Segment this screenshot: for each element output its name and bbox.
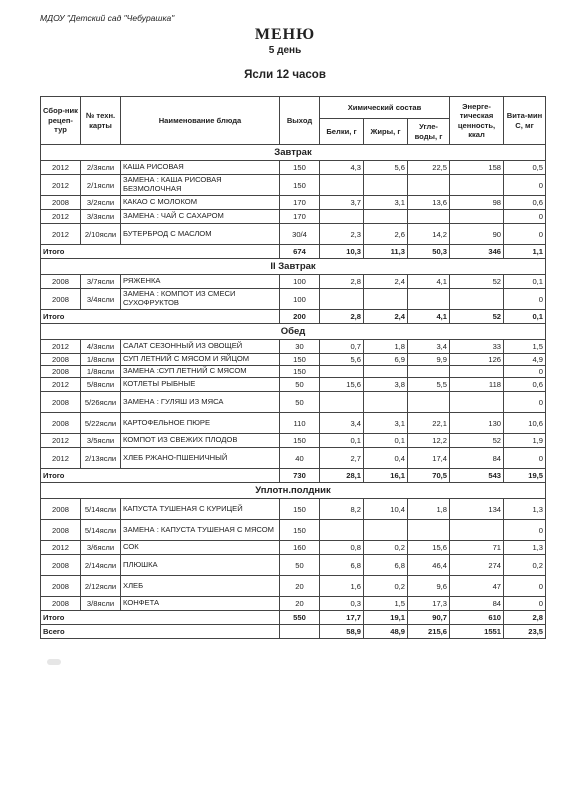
dish-name-cell: КАПУСТА ТУШЕНАЯ С КУРИЦЕЙ	[121, 499, 280, 520]
fats-cell: 6,9	[364, 354, 408, 366]
tech-card-cell: 3/6ясли	[81, 541, 121, 555]
proteins-cell: 3,7	[320, 196, 364, 210]
tech-card-cell: 5/22ясли	[81, 413, 121, 434]
fats-cell: 0,2	[364, 541, 408, 555]
carbs-cell	[408, 210, 450, 224]
proteins-cell	[320, 289, 364, 310]
energy-cell: 130	[450, 413, 504, 434]
total-row	[41, 245, 546, 259]
col-output-header: Выход	[280, 97, 320, 145]
tech-card-cell: 5/8ясли	[81, 378, 121, 392]
fats-cell	[364, 520, 408, 541]
total-proteins-cell: 28,1	[320, 469, 364, 483]
energy-cell: 52	[450, 275, 504, 289]
total-row	[41, 611, 546, 625]
total-fats-cell: 19,1	[364, 611, 408, 625]
tech-card-cell: 5/14ясли	[81, 499, 121, 520]
carbs-cell: 13,6	[408, 196, 450, 210]
table-row	[41, 196, 546, 210]
total-label: Всего	[41, 625, 280, 639]
carbs-cell: 15,6	[408, 541, 450, 555]
energy-cell: 84	[450, 448, 504, 469]
section-header-row	[41, 145, 546, 161]
total-carbs-cell: 90,7	[408, 611, 450, 625]
year-cell: 2008	[41, 597, 81, 611]
proteins-cell	[320, 392, 364, 413]
vitamin-cell: 0	[504, 210, 546, 224]
tech-card-cell: 2/13ясли	[81, 448, 121, 469]
proteins-cell	[320, 175, 364, 196]
proteins-cell	[320, 366, 364, 378]
group-label: Ясли 12 часов	[244, 69, 326, 81]
energy-cell: 126	[450, 354, 504, 366]
vitamin-cell: 0	[504, 597, 546, 611]
output-cell: 20	[280, 576, 320, 597]
table-row	[41, 499, 546, 520]
page-title: МЕНЮ	[254, 26, 316, 43]
energy-cell	[450, 366, 504, 378]
fats-cell	[364, 175, 408, 196]
year-cell: 2012	[41, 224, 81, 245]
scan-mark	[47, 659, 61, 665]
section-header-row	[41, 324, 546, 340]
fats-cell: 10,4	[364, 499, 408, 520]
year-cell: 2012	[41, 161, 81, 175]
col-proteins-header: Белки, г	[320, 119, 364, 145]
year-cell: 2008	[41, 413, 81, 434]
table-row	[41, 597, 546, 611]
tech-card-cell: 1/8ясли	[81, 354, 121, 366]
output-cell: 50	[280, 392, 320, 413]
total-proteins-cell: 17,7	[320, 611, 364, 625]
vitamin-cell: 1,3	[504, 541, 546, 555]
output-cell: 100	[280, 289, 320, 310]
table-row	[41, 340, 546, 354]
carbs-cell	[408, 175, 450, 196]
fats-cell	[364, 392, 408, 413]
table-row	[41, 354, 546, 366]
col-carbs-header: Угле-воды, г	[408, 119, 450, 145]
energy-cell: 33	[450, 340, 504, 354]
year-cell: 2012	[41, 541, 81, 555]
proteins-cell: 3,4	[320, 413, 364, 434]
vitamin-cell: 1,5	[504, 340, 546, 354]
table-row	[41, 520, 546, 541]
tech-card-cell: 5/26ясли	[81, 392, 121, 413]
fats-cell	[364, 366, 408, 378]
tech-card-cell: 1/8ясли	[81, 366, 121, 378]
year-cell: 2008	[41, 392, 81, 413]
tech-card-cell: 2/3ясли	[81, 161, 121, 175]
output-cell: 170	[280, 196, 320, 210]
energy-cell: 52	[450, 434, 504, 448]
vitamin-cell: 0,6	[504, 378, 546, 392]
tech-card-cell: 3/3ясли	[81, 210, 121, 224]
dish-name-cell: СОК	[121, 541, 280, 555]
year-cell: 2008	[41, 289, 81, 310]
year-cell: 2008	[41, 520, 81, 541]
table-row	[41, 448, 546, 469]
total-fats-cell: 48,9	[364, 625, 408, 639]
energy-cell	[450, 175, 504, 196]
output-cell: 160	[280, 541, 320, 555]
fats-cell: 2,6	[364, 224, 408, 245]
year-cell: 2012	[41, 378, 81, 392]
energy-cell: 71	[450, 541, 504, 555]
vitamin-cell: 0	[504, 576, 546, 597]
output-cell: 30	[280, 340, 320, 354]
output-cell: 150	[280, 354, 320, 366]
output-cell: 150	[280, 499, 320, 520]
total-proteins-cell: 58,9	[320, 625, 364, 639]
proteins-cell	[320, 210, 364, 224]
fats-cell	[364, 289, 408, 310]
proteins-cell: 0,1	[320, 434, 364, 448]
fats-cell: 5,6	[364, 161, 408, 175]
total-output-cell: 730	[280, 469, 320, 483]
total-output-cell: 200	[280, 310, 320, 324]
output-cell: 150	[280, 161, 320, 175]
output-cell: 50	[280, 378, 320, 392]
table-row	[41, 275, 546, 289]
vitamin-cell: 10,6	[504, 413, 546, 434]
output-cell: 50	[280, 555, 320, 576]
tech-card-cell: 3/8ясли	[81, 597, 121, 611]
proteins-cell: 2,7	[320, 448, 364, 469]
menu-table	[40, 96, 546, 639]
section-title: II Завтрак	[41, 259, 546, 275]
total-label: Итого	[41, 611, 280, 625]
fats-cell: 3,8	[364, 378, 408, 392]
energy-cell: 98	[450, 196, 504, 210]
dish-name-cell: ЗАМЕНА :СУП ЛЕТНИЙ С МЯСОМ	[121, 366, 280, 378]
table-row	[41, 224, 546, 245]
energy-cell	[450, 392, 504, 413]
vitamin-cell: 0	[504, 289, 546, 310]
carbs-cell: 12,2	[408, 434, 450, 448]
carbs-cell: 9,9	[408, 354, 450, 366]
proteins-cell: 0,3	[320, 597, 364, 611]
dish-name-cell: ЗАМЕНА : КОМПОТ ИЗ СМЕСИ СУХОФРУКТОВ	[121, 289, 280, 310]
fats-cell: 6,8	[364, 555, 408, 576]
section-header-row	[41, 483, 546, 499]
proteins-cell: 4,3	[320, 161, 364, 175]
energy-cell	[450, 520, 504, 541]
year-cell: 2012	[41, 340, 81, 354]
total-energy-cell: 610	[450, 611, 504, 625]
vitamin-cell: 0,6	[504, 196, 546, 210]
table-row	[41, 576, 546, 597]
table-row	[41, 366, 546, 378]
energy-cell: 158	[450, 161, 504, 175]
dish-name-cell: ЗАМЕНА : КАША РИСОВАЯ БЕЗМОЛОЧНАЯ	[121, 175, 280, 196]
grand-total-row	[41, 625, 546, 639]
dish-name-cell: ХЛЕБ	[121, 576, 280, 597]
year-cell: 2008	[41, 555, 81, 576]
total-carbs-cell: 4,1	[408, 310, 450, 324]
tech-card-cell: 3/5ясли	[81, 434, 121, 448]
vitamin-cell: 0	[504, 392, 546, 413]
year-cell: 2012	[41, 210, 81, 224]
vitamin-cell: 0	[504, 366, 546, 378]
energy-cell: 84	[450, 597, 504, 611]
table-row	[41, 392, 546, 413]
proteins-cell	[320, 520, 364, 541]
section-header-row	[41, 259, 546, 275]
total-vitamin-cell: 2,8	[504, 611, 546, 625]
section-title: Завтрак	[41, 145, 546, 161]
tech-card-cell: 3/7ясли	[81, 275, 121, 289]
tech-card-cell: 2/14ясли	[81, 555, 121, 576]
output-cell: 150	[280, 520, 320, 541]
table-row	[41, 378, 546, 392]
total-proteins-cell: 2,8	[320, 310, 364, 324]
col-tech-card-header: № техн. карты	[81, 97, 121, 145]
total-label: Итого	[41, 469, 280, 483]
year-cell: 2008	[41, 275, 81, 289]
table-row	[41, 413, 546, 434]
carbs-cell: 17,3	[408, 597, 450, 611]
output-cell: 40	[280, 448, 320, 469]
year-cell: 2012	[41, 175, 81, 196]
carbs-cell: 14,2	[408, 224, 450, 245]
carbs-cell: 46,4	[408, 555, 450, 576]
total-fats-cell: 11,3	[364, 245, 408, 259]
year-cell: 2012	[41, 448, 81, 469]
total-energy-cell: 1551	[450, 625, 504, 639]
carbs-cell: 5,5	[408, 378, 450, 392]
carbs-cell	[408, 366, 450, 378]
proteins-cell: 6,8	[320, 555, 364, 576]
col-collection-header: Сбор-ник рецеп-тур	[41, 97, 81, 145]
proteins-cell: 5,6	[320, 354, 364, 366]
total-fats-cell: 2,4	[364, 310, 408, 324]
total-output-cell	[280, 625, 320, 639]
menu-body	[41, 145, 546, 639]
total-vitamin-cell: 23,5	[504, 625, 546, 639]
vitamin-cell: 0	[504, 520, 546, 541]
carbs-cell	[408, 392, 450, 413]
dish-name-cell: ЗАМЕНА : КАПУСТА ТУШЕНАЯ С МЯСОМ	[121, 520, 280, 541]
total-energy-cell: 543	[450, 469, 504, 483]
organization-name: МДОУ "Детский сад "Чебурашка"	[40, 13, 175, 23]
proteins-cell: 2,3	[320, 224, 364, 245]
dish-name-cell: ХЛЕБ РЖАНО-ПШЕНИЧНЫЙ	[121, 448, 280, 469]
total-proteins-cell: 10,3	[320, 245, 364, 259]
dish-name-cell: БУТЕРБРОД С МАСЛОМ	[121, 224, 280, 245]
dish-name-cell: ЗАМЕНА : ГУЛЯШ ИЗ МЯСА	[121, 392, 280, 413]
dish-name-cell: КАКАО С МОЛОКОМ	[121, 196, 280, 210]
table-row	[41, 555, 546, 576]
total-energy-cell: 52	[450, 310, 504, 324]
tech-card-cell: 2/12ясли	[81, 576, 121, 597]
vitamin-cell: 0	[504, 224, 546, 245]
dish-name-cell: РЯЖЕНКА	[121, 275, 280, 289]
fats-cell: 0,2	[364, 576, 408, 597]
energy-cell: 47	[450, 576, 504, 597]
output-cell: 170	[280, 210, 320, 224]
carbs-cell: 17,4	[408, 448, 450, 469]
section-title: Обед	[41, 324, 546, 340]
fats-cell: 0,1	[364, 434, 408, 448]
total-carbs-cell: 50,3	[408, 245, 450, 259]
year-cell: 2008	[41, 354, 81, 366]
col-energy-header: Энерге-тическая ценность, ккал	[450, 97, 504, 145]
output-cell: 150	[280, 434, 320, 448]
year-cell: 2008	[41, 366, 81, 378]
tech-card-cell: 3/4ясли	[81, 289, 121, 310]
dish-name-cell: ПЛЮШКА	[121, 555, 280, 576]
total-output-cell: 550	[280, 611, 320, 625]
energy-cell: 118	[450, 378, 504, 392]
carbs-cell	[408, 520, 450, 541]
tech-card-cell: 5/14ясли	[81, 520, 121, 541]
fats-cell: 1,5	[364, 597, 408, 611]
year-cell: 2008	[41, 499, 81, 520]
year-cell: 2012	[41, 434, 81, 448]
dish-name-cell: КОТЛЕТЫ РЫБНЫЕ	[121, 378, 280, 392]
total-fats-cell: 16,1	[364, 469, 408, 483]
total-vitamin-cell: 1,1	[504, 245, 546, 259]
dish-name-cell: КОНФЕТА	[121, 597, 280, 611]
table-row	[41, 289, 546, 310]
fats-cell: 3,1	[364, 196, 408, 210]
total-row	[41, 310, 546, 324]
energy-cell: 274	[450, 555, 504, 576]
carbs-cell: 1,8	[408, 499, 450, 520]
carbs-cell	[408, 289, 450, 310]
carbs-cell: 22,1	[408, 413, 450, 434]
vitamin-cell: 0,1	[504, 275, 546, 289]
energy-cell: 90	[450, 224, 504, 245]
vitamin-cell: 0,5	[504, 161, 546, 175]
total-energy-cell: 346	[450, 245, 504, 259]
carbs-cell: 22,5	[408, 161, 450, 175]
total-vitamin-cell: 19,5	[504, 469, 546, 483]
output-cell: 150	[280, 366, 320, 378]
table-row	[41, 541, 546, 555]
dish-name-cell: САЛАТ СЕЗОННЫЙ ИЗ ОВОЩЕЙ	[121, 340, 280, 354]
dish-name-cell: КАША РИСОВАЯ	[121, 161, 280, 175]
total-carbs-cell: 70,5	[408, 469, 450, 483]
carbs-cell: 3,4	[408, 340, 450, 354]
dish-name-cell: КАРТОФЕЛЬНОЕ ПЮРЕ	[121, 413, 280, 434]
fats-cell: 0,4	[364, 448, 408, 469]
tech-card-cell: 2/1ясли	[81, 175, 121, 196]
table-row	[41, 161, 546, 175]
col-fats-header: Жиры, г	[364, 119, 408, 145]
table-row	[41, 434, 546, 448]
year-cell: 2008	[41, 196, 81, 210]
vitamin-cell: 1,9	[504, 434, 546, 448]
proteins-cell: 0,8	[320, 541, 364, 555]
output-cell: 30/4	[280, 224, 320, 245]
col-chemical-header: Химический состав	[320, 97, 450, 119]
total-row	[41, 469, 546, 483]
vitamin-cell: 0,2	[504, 555, 546, 576]
output-cell: 100	[280, 275, 320, 289]
dish-name-cell: СУП ЛЕТНИЙ С МЯСОМ И ЯЙЦОМ	[121, 354, 280, 366]
vitamin-cell: 0	[504, 448, 546, 469]
tech-card-cell: 4/3ясли	[81, 340, 121, 354]
energy-cell: 134	[450, 499, 504, 520]
tech-card-cell: 2/10ясли	[81, 224, 121, 245]
table-row	[41, 175, 546, 196]
carbs-cell: 9,6	[408, 576, 450, 597]
total-label: Итого	[41, 310, 280, 324]
section-title: Уплотн.полдник	[41, 483, 546, 499]
output-cell: 110	[280, 413, 320, 434]
energy-cell	[450, 289, 504, 310]
year-cell: 2008	[41, 576, 81, 597]
proteins-cell: 1,6	[320, 576, 364, 597]
carbs-cell: 4,1	[408, 275, 450, 289]
output-cell: 150	[280, 175, 320, 196]
proteins-cell: 0,7	[320, 340, 364, 354]
proteins-cell: 8,2	[320, 499, 364, 520]
output-cell: 20	[280, 597, 320, 611]
dish-name-cell: КОМПОТ ИЗ СВЕЖИХ ПЛОДОВ	[121, 434, 280, 448]
proteins-cell: 2,8	[320, 275, 364, 289]
vitamin-cell: 1,3	[504, 499, 546, 520]
energy-cell	[450, 210, 504, 224]
total-label: Итого	[41, 245, 280, 259]
table-row	[41, 210, 546, 224]
fats-cell: 1,8	[364, 340, 408, 354]
fats-cell: 2,4	[364, 275, 408, 289]
total-vitamin-cell: 0,1	[504, 310, 546, 324]
col-vitamin-header: Вита-мин С, мг	[504, 97, 546, 145]
vitamin-cell: 0	[504, 175, 546, 196]
fats-cell	[364, 210, 408, 224]
day-label: 5 день	[268, 45, 302, 56]
dish-name-cell: ЗАМЕНА : ЧАЙ С САХАРОМ	[121, 210, 280, 224]
total-carbs-cell: 215,6	[408, 625, 450, 639]
vitamin-cell: 4,9	[504, 354, 546, 366]
proteins-cell: 15,6	[320, 378, 364, 392]
tech-card-cell: 3/2ясли	[81, 196, 121, 210]
fats-cell: 3,1	[364, 413, 408, 434]
col-dish-name-header: Наименование блюда	[121, 97, 280, 145]
total-output-cell: 674	[280, 245, 320, 259]
